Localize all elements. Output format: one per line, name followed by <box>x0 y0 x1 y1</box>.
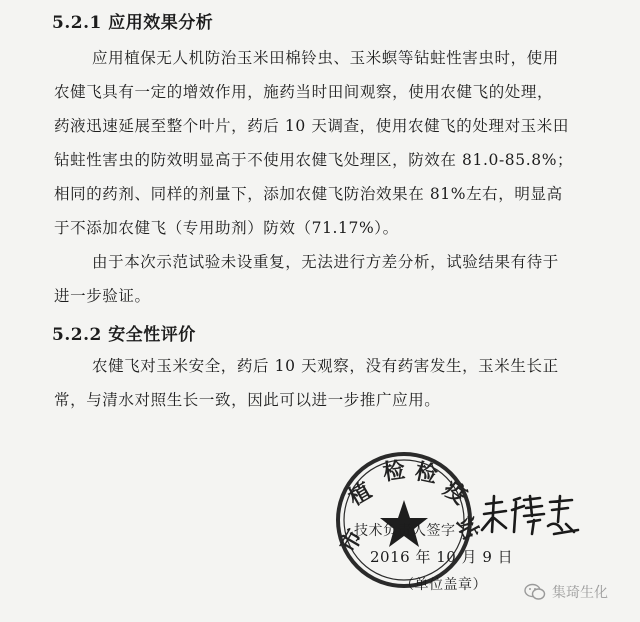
document-date: 2016 年 10 月 9 日 <box>370 548 514 566</box>
section-heading-safety-evaluation: 5.2.2 安全性评价 <box>52 325 196 345</box>
svg-text:市: 市 <box>334 524 369 557</box>
watermark-label: 集琦生化 <box>552 585 608 601</box>
watermark <box>524 578 634 606</box>
responsible-signature-label: 技术负责人签字 <box>354 523 456 539</box>
paragraph-line: 相同的药剂、同样的剂量下，添加农健飞防治效果在 81%左右，明显高 <box>54 185 563 203</box>
svg-text:疫: 疫 <box>438 475 472 510</box>
svg-text:站: 站 <box>450 512 484 545</box>
signature-icon <box>480 492 580 540</box>
handwritten-signature <box>480 492 580 540</box>
svg-text:检: 检 <box>412 458 440 489</box>
paragraph-line: 由于本次示范试验未设重复，无法进行方差分析，试验结果有待于 <box>92 253 559 271</box>
paragraph-line: 药液迅速延展至整个叶片，药后 10 天调查，使用农健飞的处理对玉米田 <box>54 117 569 135</box>
wechat-icon <box>524 583 546 601</box>
section-heading-effect-analysis: 5.2.1 应用效果分析 <box>52 13 214 33</box>
paragraph-line: 常，与清水对照生长一致，因此可以进一步推广应用。 <box>54 391 441 409</box>
paragraph-line: 于不添加农健飞（专用助剂）防效（71.17%）。 <box>54 219 399 237</box>
paragraph-line: 农健飞具有一定的增效作用，施药当时田间观察，使用农健飞的处理， <box>54 83 554 101</box>
unit-seal-note: （单位盖章） <box>400 577 487 593</box>
paragraph-line: 钻蛀性害虫的防效明显高于不使用农健飞处理区，防效在 81.0-85.8%； <box>54 151 574 169</box>
paragraph-line: 进一步验证。 <box>54 287 151 305</box>
paragraph-line: 农健飞对玉米安全，药后 10 天观察，没有药害发生，玉米生长正 <box>92 357 559 375</box>
svg-text:植: 植 <box>344 477 377 512</box>
paragraph-line: 应用植保无人机防治玉米田棉铃虫、玉米螟等钻蛀性害虫时，使用 <box>92 49 559 67</box>
svg-text:检: 检 <box>381 457 407 486</box>
